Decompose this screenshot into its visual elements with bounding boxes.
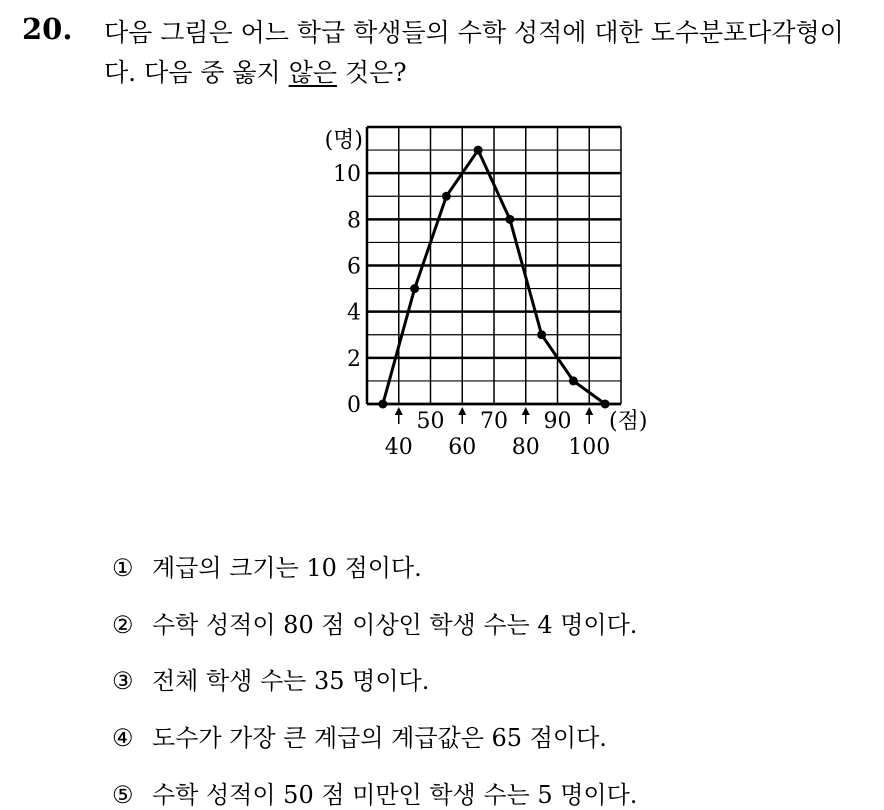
y-tick-label: 8 xyxy=(347,208,361,234)
x-tick-label-lower: 100 xyxy=(568,435,611,460)
x-unit-label: (점) xyxy=(609,409,648,434)
option-3-marker: ③ xyxy=(112,667,134,695)
y-tick-label: 0 xyxy=(347,393,361,418)
option-4-marker: ④ xyxy=(112,724,134,752)
y-tick-label: 6 xyxy=(347,254,361,280)
question-text-a: 다. 다음 중 옳지 xyxy=(104,58,289,87)
y-tick-label: 10 xyxy=(333,162,361,188)
question-line-1: 다음 그림은 어느 학급 학생들의 수학 성적에 대한 도수분포다각형이 xyxy=(104,18,844,47)
option-2-text: 수학 성적이 80 점 이상인 학생 수는 4 명이다. xyxy=(152,611,638,639)
question-text-b: 것은? xyxy=(336,58,407,87)
option-2-marker: ② xyxy=(112,611,134,639)
option-1-text: 계급의 크기는 10 점이다. xyxy=(152,554,422,582)
data-point xyxy=(378,400,387,409)
data-point xyxy=(442,192,451,201)
data-point xyxy=(601,400,610,409)
x-tick-label-upper: 70 xyxy=(480,409,508,434)
question-line-2 xyxy=(104,53,407,89)
data-point xyxy=(410,284,419,293)
data-point xyxy=(474,146,483,155)
x-tick-label-upper: 50 xyxy=(416,409,445,434)
chart-ticks xyxy=(325,128,648,460)
y-tick-label: 2 xyxy=(347,346,361,372)
option-3-text: 전체 학생 수는 35 명이다. xyxy=(152,667,430,695)
x-tick-label-lower: 60 xyxy=(448,435,477,460)
y-unit-label: (명) xyxy=(324,128,363,153)
x-tick-arrow-head xyxy=(522,407,530,415)
frequency-polygon-chart xyxy=(300,115,660,465)
option-4-text: 도수가 가장 큰 계급의 계급값은 65 점이다. xyxy=(152,724,607,752)
option-4[interactable] xyxy=(112,718,607,753)
option-1-marker: ① xyxy=(112,554,134,582)
question-number: 20. xyxy=(22,12,73,46)
option-5-text: 수학 성적이 50 점 미만인 학생 수는 5 명이다. xyxy=(152,781,638,809)
x-tick-arrow-head xyxy=(395,407,403,415)
underlined-word: 않은 xyxy=(288,58,337,87)
x-tick-label-upper: 90 xyxy=(543,409,572,434)
option-5[interactable] xyxy=(112,775,637,810)
option-3[interactable] xyxy=(112,661,429,696)
data-point xyxy=(505,215,514,224)
x-tick-label-lower: 40 xyxy=(384,435,413,460)
y-tick-label: 4 xyxy=(347,300,361,326)
option-5-marker: ⑤ xyxy=(112,781,134,809)
x-tick-label-lower: 80 xyxy=(511,435,540,460)
option-2[interactable] xyxy=(112,605,637,640)
option-1[interactable] xyxy=(112,548,422,583)
data-point xyxy=(537,330,546,339)
x-tick-arrow-head xyxy=(458,407,466,415)
chart-grid xyxy=(367,127,621,404)
data-point xyxy=(569,376,578,385)
x-tick-arrow-head xyxy=(585,407,593,415)
